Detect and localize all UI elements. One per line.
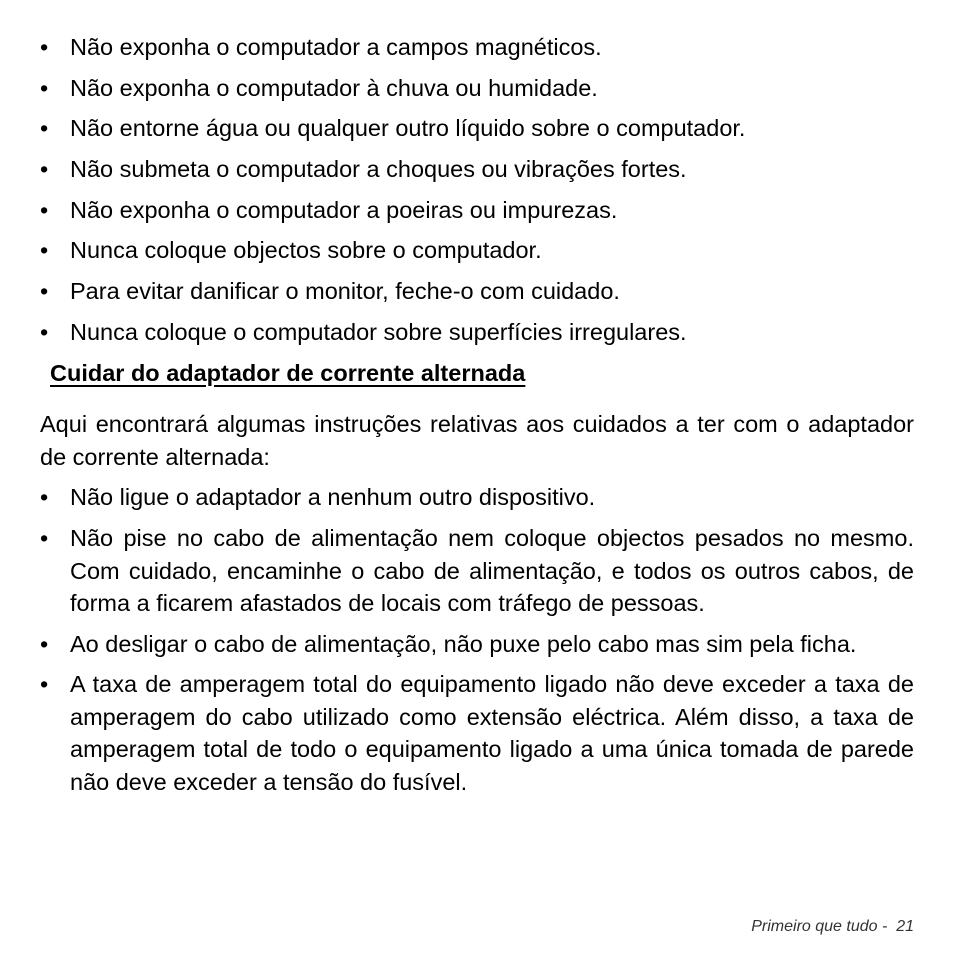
- bullet-icon: •: [40, 484, 49, 511]
- list-item: [40, 481, 914, 514]
- section-intro: Aqui encontrará algumas instruções relativas aos cuidados a ter com o adaptador de corrente alternada:: [40, 411, 914, 470]
- list-item-text: Não exponha o computador a poeiras ou impurezas.: [70, 196, 618, 223]
- bullet-icon: •: [40, 278, 49, 305]
- list-item-text: A taxa de amperagem total do equipamento ligado não deve exceder a taxa de amperagem do cabo utilizado como extensão eléctrica. Além disso, a taxa de amperagem total de todo o equipamento ligado a uma única tomada de parede não deve exceder a tensão do fusível.: [70, 671, 914, 795]
- page-number: 21: [896, 918, 914, 935]
- bullet-icon: •: [40, 74, 49, 101]
- list-item: [40, 234, 914, 267]
- list-item-text: Não ligue o adaptador a nenhum outro dispositivo.: [70, 484, 596, 511]
- list-item: [40, 72, 914, 105]
- list-item: [40, 112, 914, 145]
- footer-separator: -: [877, 918, 897, 935]
- list-item: [40, 153, 914, 186]
- computer-precautions-list: [40, 31, 914, 348]
- list-item: [40, 316, 914, 349]
- list-item-text: Não entorne água ou qualquer outro líquido sobre o computador.: [70, 115, 746, 142]
- list-item: [40, 628, 914, 661]
- adapter-care-list: [40, 481, 914, 798]
- list-item: [40, 668, 914, 798]
- footer-section-title: Primeiro que tudo: [751, 918, 878, 935]
- list-item: [40, 275, 914, 308]
- list-item-text: Nunca coloque objectos sobre o computador.: [70, 237, 542, 264]
- list-item-text: Não pise no cabo de alimentação nem coloque objectos pesados no mesmo. Com cuidado, encaminhe o cabo de alimentação, e todos os outros cabos, de forma a ficarem afastados de locais com tráfego de pessoas.: [70, 525, 914, 616]
- bullet-icon: •: [40, 630, 49, 657]
- bullet-icon: •: [40, 318, 49, 345]
- bullet-icon: •: [40, 237, 49, 264]
- list-item-text: Não exponha o computador a campos magnéticos.: [70, 34, 602, 60]
- bullet-icon: •: [40, 196, 49, 223]
- list-item-text: Ao desligar o cabo de alimentação, não puxe pelo cabo mas sim pela ficha.: [70, 630, 857, 657]
- list-item-text: Nunca coloque o computador sobre superfícies irregulares.: [70, 318, 687, 345]
- page-footer: [751, 918, 914, 936]
- list-item: [40, 31, 914, 64]
- list-item-text: Não submeta o computador a choques ou vibrações fortes.: [70, 156, 687, 183]
- list-item: [40, 194, 914, 227]
- bullet-icon: •: [40, 525, 49, 551]
- section-heading: Cuidar do adaptador de corrente alternada: [50, 360, 526, 387]
- bullet-icon: •: [40, 34, 49, 60]
- bullet-icon: •: [40, 115, 49, 142]
- list-item-text: Não exponha o computador à chuva ou humidade.: [70, 74, 598, 101]
- document-page: [40, 31, 914, 807]
- bullet-icon: •: [40, 671, 49, 698]
- list-item: [40, 522, 914, 620]
- list-item-text: Para evitar danificar o monitor, feche-o com cuidado.: [70, 278, 620, 305]
- bullet-icon: •: [40, 156, 49, 183]
